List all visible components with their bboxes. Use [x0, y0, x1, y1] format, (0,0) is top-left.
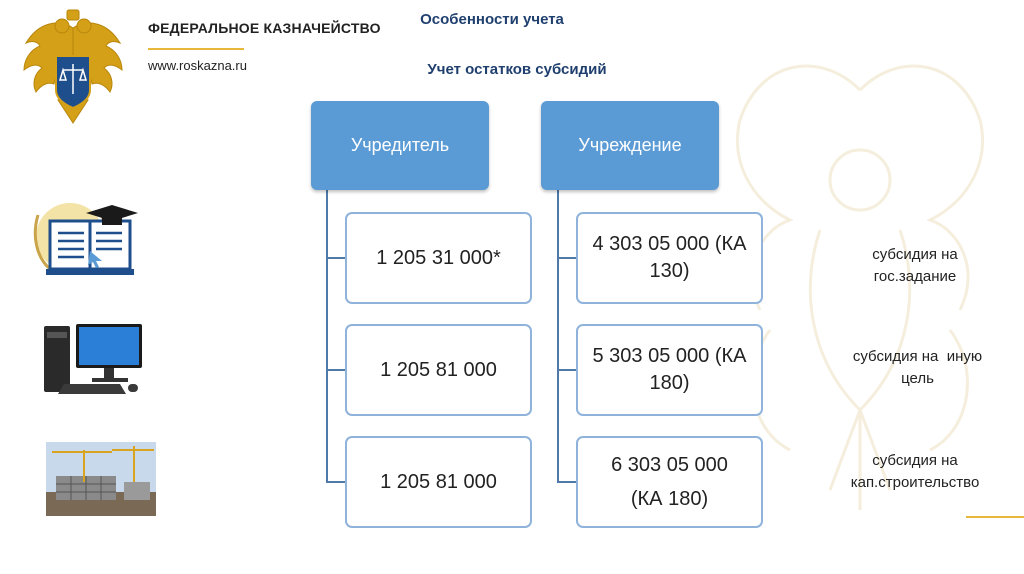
slide-title: [0, 11, 1004, 28]
computer-icon: [42, 322, 144, 396]
org-url: www.roskazna.ru: [148, 58, 247, 73]
institution-connector: [557, 190, 559, 482]
founder-code-text: 1 205 81 000: [380, 470, 497, 493]
institution-branch-3: [557, 481, 577, 483]
subsidy-note: [840, 244, 990, 288]
org-name: ФЕДЕРАЛЬНОЕ КАЗНАЧЕЙСТВО: [148, 20, 381, 36]
founder-code-box: [345, 212, 532, 304]
institution-code-box: [576, 212, 763, 304]
founder-branch-3: [326, 481, 346, 483]
founder-code-box: [345, 324, 532, 416]
institution-code-line: 130): [649, 260, 690, 282]
founder-connector: [326, 190, 328, 482]
institution-branch-1: [557, 257, 577, 259]
institution-branch-2: [557, 369, 577, 371]
institution-code-line: 6 303 05 000: [611, 454, 728, 476]
org-divider: [148, 48, 244, 50]
construction-site-icon: [46, 442, 156, 516]
slide-title-text: Особенности учета: [420, 11, 564, 28]
institution-code-box: [576, 436, 763, 528]
subsidy-note-line: субсидия на: [872, 452, 958, 469]
subsidy-note-line: субсидия на: [872, 246, 958, 263]
subsidy-note-line: кап.строительство: [850, 473, 980, 491]
education-book-icon: [28, 195, 140, 277]
subsidy-note-line: субсидия на иную: [852, 348, 983, 365]
slide-subtitle: Учет остатков субсидий: [427, 61, 607, 78]
founder-code-box: [345, 436, 532, 528]
institution-code-line: 4 303 05 000 (КА: [592, 233, 747, 255]
founder-code-text: 1 205 81 000: [380, 358, 497, 381]
subsidy-note: [840, 346, 995, 390]
institution-header-box: Учреждение: [541, 101, 719, 190]
institution-code-line: 180): [649, 372, 690, 394]
subsidy-note-line: цель: [901, 369, 934, 387]
founder-code-text: 1 205 31 000*: [376, 246, 501, 269]
institution-code-line: 5 303 05 000 (КА: [592, 345, 747, 367]
institution-code-line: (КА 180): [630, 488, 709, 510]
founder-branch-2: [326, 369, 346, 371]
accent-divider: [966, 516, 1024, 518]
subsidy-note-line: гос.задание: [873, 267, 957, 285]
subsidy-note: [840, 450, 990, 494]
institution-code-box: [576, 324, 763, 416]
founder-branch-1: [326, 257, 346, 259]
founder-header-box: Учредитель: [311, 101, 489, 190]
